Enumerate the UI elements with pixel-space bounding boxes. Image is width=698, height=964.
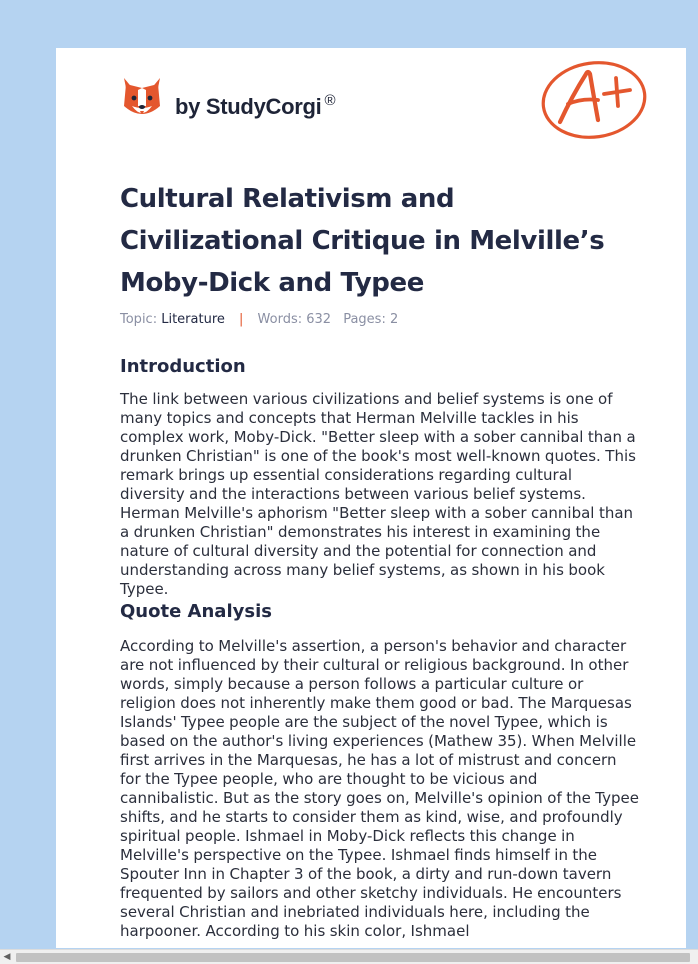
meta-separator: | xyxy=(239,312,244,327)
horizontal-scrollbar[interactable] xyxy=(0,949,698,964)
registered-mark: ® xyxy=(324,92,336,109)
document-meta xyxy=(120,312,398,327)
section-paragraph-quote-analysis: According to Melville's assertion, a person's behavior and character are not influenced by their cultural or religious background. In other words, simply because a person follows a particular culture or religion does not inherently make them good or bad. The Marquesas Islands' Typee people are the subject of the novel Typee, which is based on the author's living experiences (Mathew 35). When Melville first arrives in the Marquesas, he has a lot of mistrust and concern for the Typee people, who are thought to be vicious and cannibalistic. But as the story goes on, Melville's opinion of the Typee shifts, and he starts to consider them as kind, wise, and profoundly spiritual people. Ishmael in Moby-Dick reflects this change in Melville's perspective on the Typee. Ishmael finds himself in the Spouter Inn in Chapter 3 of the book, a dirty and run-down tavern frequented by sailors and other sketchy individuals. He encounters several Christian and inebriated individuals here, including the harpooner. According to his skin color, Ishmael xyxy=(120,637,639,940)
section-heading-quote-analysis: Quote Analysis xyxy=(120,601,272,622)
brand-text: by StudyCorgi xyxy=(175,94,322,119)
document-title: Cultural Relativism and Civilizational Critique in Melville’s Moby-Dick and Typee xyxy=(120,184,605,298)
topic-link[interactable]: Literature xyxy=(161,312,225,327)
brand-name[interactable] xyxy=(175,92,336,120)
grade-a-plus-icon xyxy=(538,58,650,142)
corgi-logo-icon xyxy=(120,76,164,122)
page-count: Pages: 2 xyxy=(343,312,399,327)
scrollbar-thumb[interactable] xyxy=(16,953,690,962)
topic-label: Topic: xyxy=(120,312,158,327)
word-count: Words: 632 xyxy=(257,312,332,327)
document-body xyxy=(120,354,640,941)
scroll-left-arrow-icon[interactable]: ◀ xyxy=(3,952,11,962)
section-heading-introduction: Introduction xyxy=(120,356,246,377)
section-paragraph-introduction: The link between various civilizations and belief systems is one of many topics and concepts that Herman Melville tackles in his complex work, Moby-Dick. "Better sleep with a sober cannibal than a drunken Christian" is one of the book's most well-known quotes. This remark brings up essential considerations regarding cultural diversity and the interactions between various belief systems. Herman Melville's aphorism "Better sleep with a sober cannibal than a drunken Christian" demonstrates his interest in examining the nature of cultural diversity and the potential for connection and understanding across many belief systems, as shown in his book Typee. xyxy=(120,390,636,598)
document-page xyxy=(56,48,686,948)
